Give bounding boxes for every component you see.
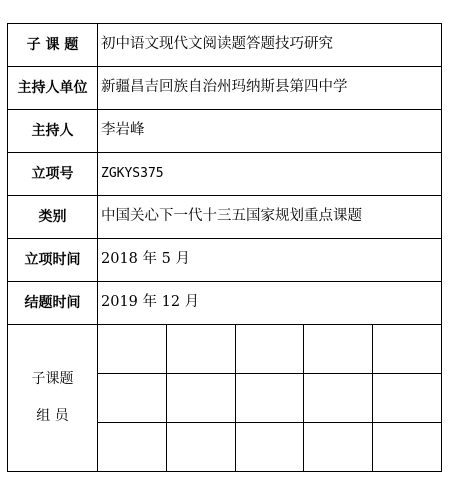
host-unit-value: 新疆昌吉回族自治州玛纳斯县第四中学	[98, 67, 442, 110]
member-cell	[235, 423, 304, 472]
project-info-table	[7, 23, 442, 472]
member-cell	[166, 423, 235, 472]
approval-time-value: 2018 年 5 月	[98, 239, 442, 282]
member-cell	[98, 374, 167, 423]
member-cell	[373, 423, 442, 472]
member-cell	[235, 325, 304, 374]
completion-time-value: 2019 年 12 月	[98, 282, 442, 325]
row-category	[8, 196, 442, 239]
subtopic-label: 子 课 题	[8, 24, 98, 67]
category-value: 中国关心下一代十三五国家规划重点课题	[98, 196, 442, 239]
member-cell	[373, 374, 442, 423]
row-project-number	[8, 153, 442, 196]
project-number-value: ZGKYS375	[98, 153, 442, 196]
row-host	[8, 110, 442, 153]
row-subtopic	[8, 24, 442, 67]
host-label: 主持人	[8, 110, 98, 153]
approval-time-label: 立项时间	[8, 239, 98, 282]
row-host-unit	[8, 67, 442, 110]
member-cell	[373, 325, 442, 374]
project-number-label: 立项号	[8, 153, 98, 196]
member-cell	[304, 423, 373, 472]
member-cell	[304, 374, 373, 423]
category-label: 类别	[8, 196, 98, 239]
members-label-line1: 子课题	[31, 371, 74, 388]
member-cell	[235, 374, 304, 423]
host-value: 李岩峰	[98, 110, 442, 153]
completion-time-label: 结题时间	[8, 282, 98, 325]
row-approval-time	[8, 239, 442, 282]
host-unit-label: 主持人单位	[8, 67, 98, 110]
member-cell	[98, 423, 167, 472]
members-row-1	[8, 325, 442, 374]
row-completion-time	[8, 282, 442, 325]
member-cell	[166, 325, 235, 374]
members-label-line2: 组 员	[36, 408, 69, 424]
member-cell	[98, 325, 167, 374]
member-cell	[166, 374, 235, 423]
subtopic-value: 初中语文现代文阅读题答题技巧研究	[98, 24, 442, 67]
members-label	[8, 325, 98, 472]
member-cell	[304, 325, 373, 374]
